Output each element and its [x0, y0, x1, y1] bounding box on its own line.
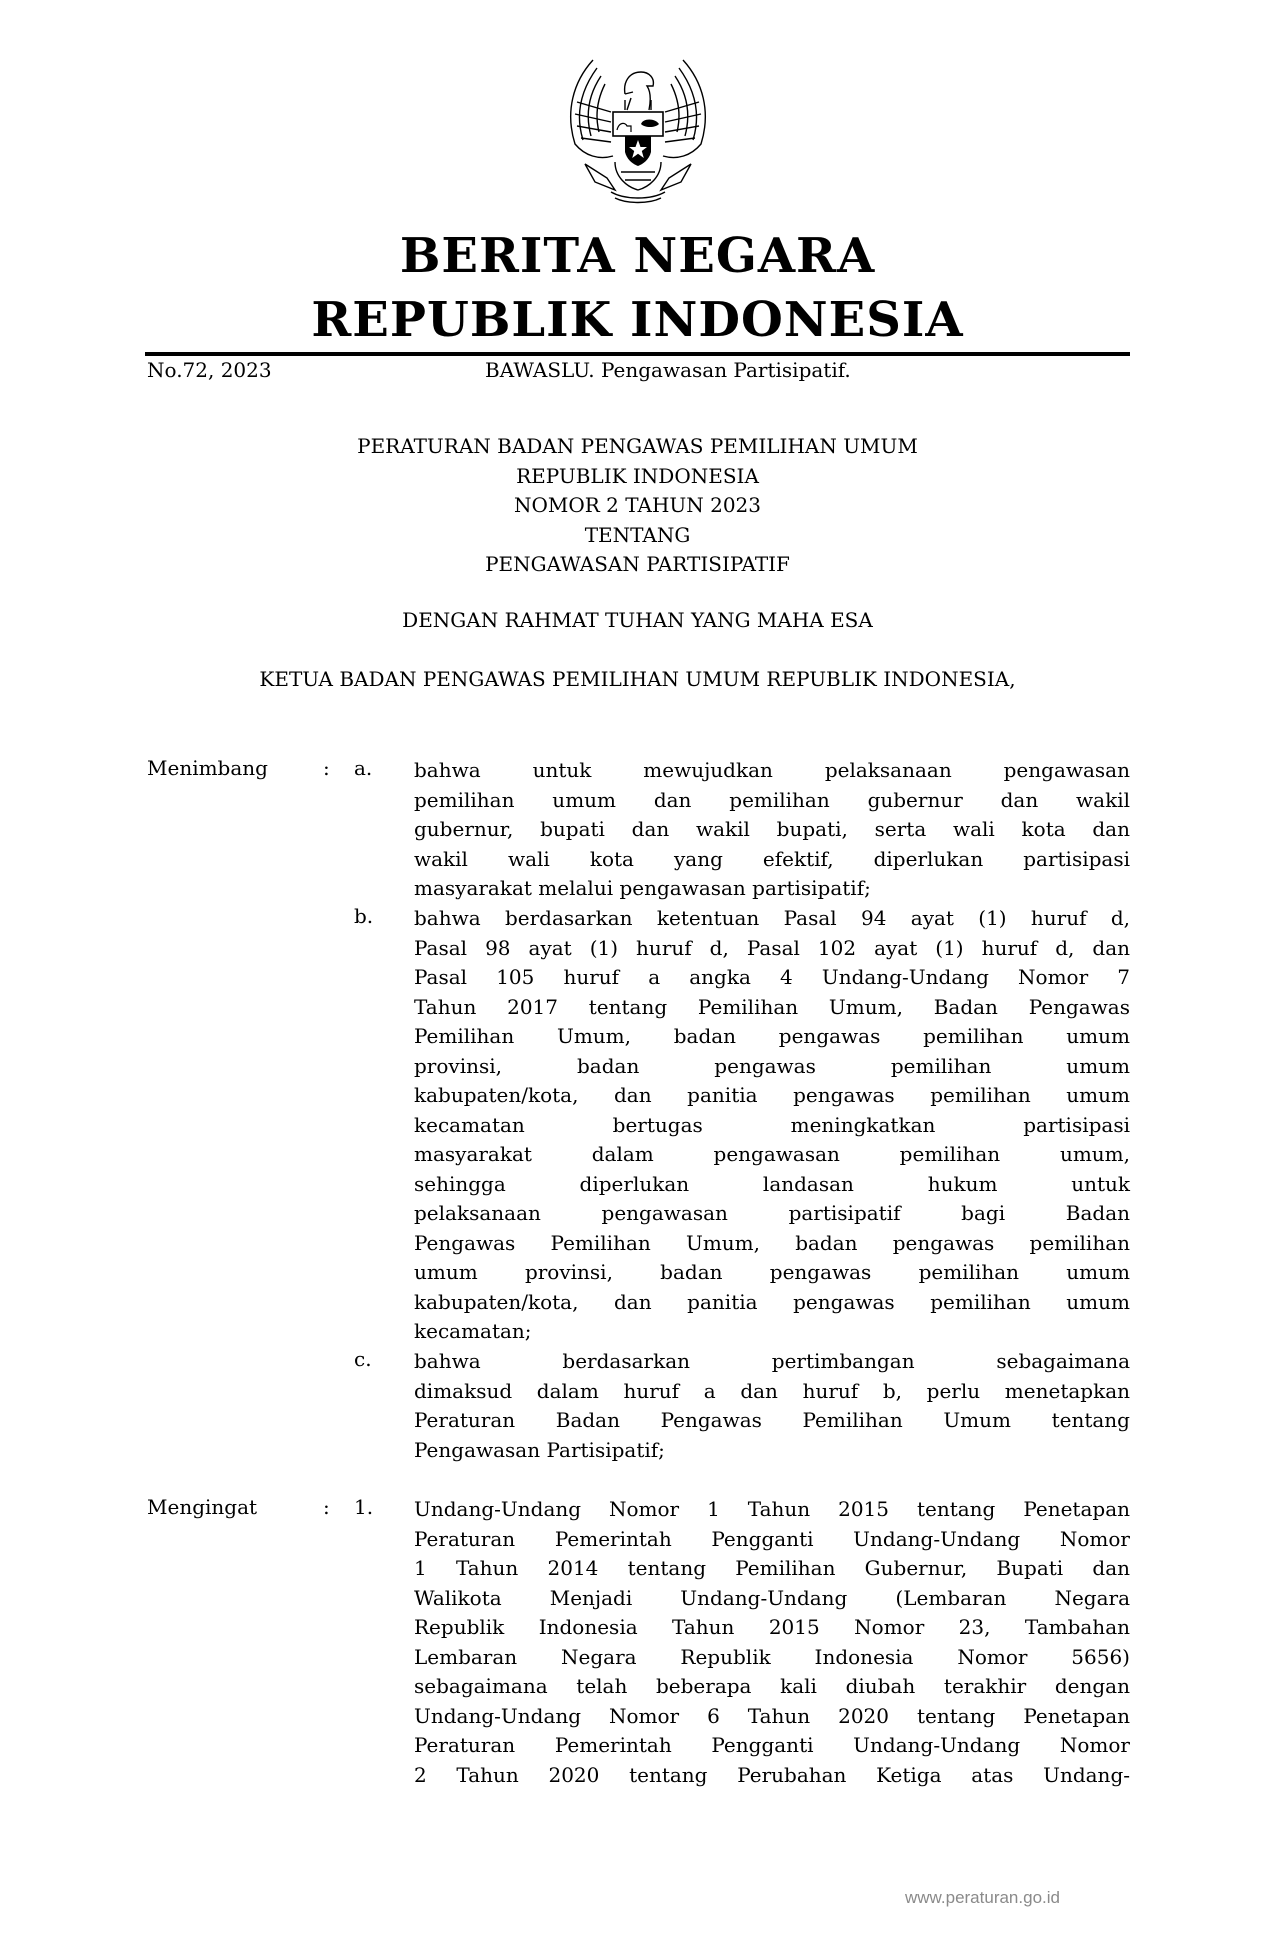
masthead-title: BERITA NEGARA	[399, 228, 876, 284]
text-line: 1 Tahun 2014 tentang Pemilihan Gubernur, Bupati dan	[414, 1556, 1130, 1580]
text-line: bahwa berdasarkan ketentuan Pasal 94 ayat (1) huruf d,	[414, 906, 1130, 930]
issue-subject: BAWASLU. Pengawasan Partisipatif.	[485, 358, 851, 382]
title-line: TENTANG	[584, 522, 691, 547]
invocation: DENGAN RAHMAT TUHAN YANG MAHA ESA	[402, 608, 873, 632]
text-line: umum provinsi, badan pengawas pemilihan umum	[414, 1260, 1130, 1284]
text-line: Lembaran Negara Republik Indonesia Nomor 5656)	[414, 1644, 1130, 1669]
header-divider	[145, 352, 1130, 356]
text-line: Peraturan Pemerintah Pengganti Undang-Undang Nomor	[414, 1526, 1130, 1551]
section-label-mengingat: Mengingat	[147, 1495, 258, 1519]
text-line: kecamatan bertugas meningkatkan partisipasi	[414, 1112, 1130, 1137]
item-marker: c.	[354, 1347, 372, 1371]
text-line: Tahun 2017 tentang Pemilihan Umum, Badan Pengawas	[414, 994, 1130, 1019]
text-line: Peraturan Pemerintah Pengganti Undang-Undang Nomor	[414, 1733, 1130, 1757]
text-line: pemilihan umum dan pemilihan gubernur dan wakil	[414, 787, 1130, 812]
legal-basis-item-1	[414, 1495, 1130, 1790]
text-line: Pasal 105 huruf a angka 4 Undang-Undang Nomor 7	[414, 965, 1130, 989]
text-line: pelaksanaan pengawasan partisipatif bagi Badan	[414, 1201, 1130, 1225]
text-line: kabupaten/kota, dan panitia pengawas pemilihan umum	[414, 1289, 1130, 1314]
text-line: Undang-Undang Nomor 1 Tahun 2015 tentang Penetapan	[414, 1497, 1130, 1521]
section-colon: :	[323, 1495, 330, 1519]
text-line: kecamatan;	[414, 1319, 532, 1343]
considering-item-b	[414, 904, 1130, 1347]
section-colon: :	[323, 756, 330, 780]
text-line: bahwa untuk mewujudkan pelaksanaan pengawasan	[414, 758, 1130, 782]
text-line: Pemilihan Umum, badan pengawas pemilihan umum	[414, 1024, 1130, 1048]
footer-watermark-link[interactable]: www.peraturan.go.id	[905, 1888, 1060, 1907]
issue-number: No.72, 2023	[147, 358, 272, 382]
regulation-title	[0, 432, 1275, 580]
text-line: Pengawas Pemilihan Umum, badan pengawas pemilihan	[414, 1230, 1130, 1255]
section-label-menimbang: Menimbang	[147, 756, 268, 780]
text-line: sehingga diperlukan landasan hukum untuk	[414, 1171, 1130, 1196]
text-line: Pengawasan Partisipatif;	[414, 1437, 665, 1462]
text-line: bahwa berdasarkan pertimbangan sebagaimana	[414, 1349, 1130, 1373]
text-line: gubernur, bupati dan wakil bupati, serta wali kota dan	[414, 817, 1130, 841]
text-line: provinsi, badan pengawas pemilihan umum	[414, 1053, 1130, 1078]
text-line: Walikota Menjadi Undang-Undang (Lembaran Negara	[414, 1585, 1130, 1610]
text-line: dimaksud dalam huruf a dan huruf b, perlu menetapkan	[414, 1378, 1130, 1403]
item-marker: b.	[354, 904, 374, 928]
issuer: KETUA BADAN PENGAWAS PEMILIHAN UMUM REPUBLIK INDONESIA,	[259, 667, 1016, 691]
title-line: NOMOR 2 TAHUN 2023	[513, 493, 761, 517]
garuda-emblem-icon	[555, 52, 721, 212]
text-line: Pasal 98 ayat (1) huruf d, Pasal 102 ayat (1) huruf d, dan	[414, 935, 1130, 960]
title-line: PERATURAN BADAN PENGAWAS PEMILIHAN UMUM	[357, 434, 918, 458]
text-line: Undang-Undang Nomor 6 Tahun 2020 tentang Penetapan	[414, 1703, 1130, 1728]
text-line: kabupaten/kota, dan panitia pengawas pemilihan umum	[414, 1083, 1130, 1107]
title-line: REPUBLIK INDONESIA	[516, 463, 759, 488]
considering-item-a	[414, 756, 1130, 904]
item-marker: a.	[354, 756, 373, 780]
considering-item-c	[414, 1347, 1130, 1465]
title-line: PENGAWASAN PARTISIPATIF	[485, 552, 790, 576]
text-line: masyarakat melalui pengawasan partisipatif;	[414, 876, 871, 900]
text-line: 2 Tahun 2020 tentang Perubahan Ketiga atas Undang-	[414, 1762, 1130, 1787]
text-line: Republik Indonesia Tahun 2015 Nomor 23, Tambahan	[414, 1615, 1130, 1639]
text-line: wakil wali kota yang efektif, diperlukan partisipasi	[414, 846, 1130, 871]
text-line: masyarakat dalam pengawasan pemilihan umum,	[414, 1142, 1130, 1166]
text-line: sebagaimana telah beberapa kali diubah terakhir dengan	[414, 1674, 1130, 1698]
text-line: Peraturan Badan Pengawas Pemilihan Umum tentang	[414, 1408, 1130, 1432]
masthead-subtitle: REPUBLIK INDONESIA	[311, 292, 964, 348]
item-marker: 1.	[354, 1495, 374, 1519]
